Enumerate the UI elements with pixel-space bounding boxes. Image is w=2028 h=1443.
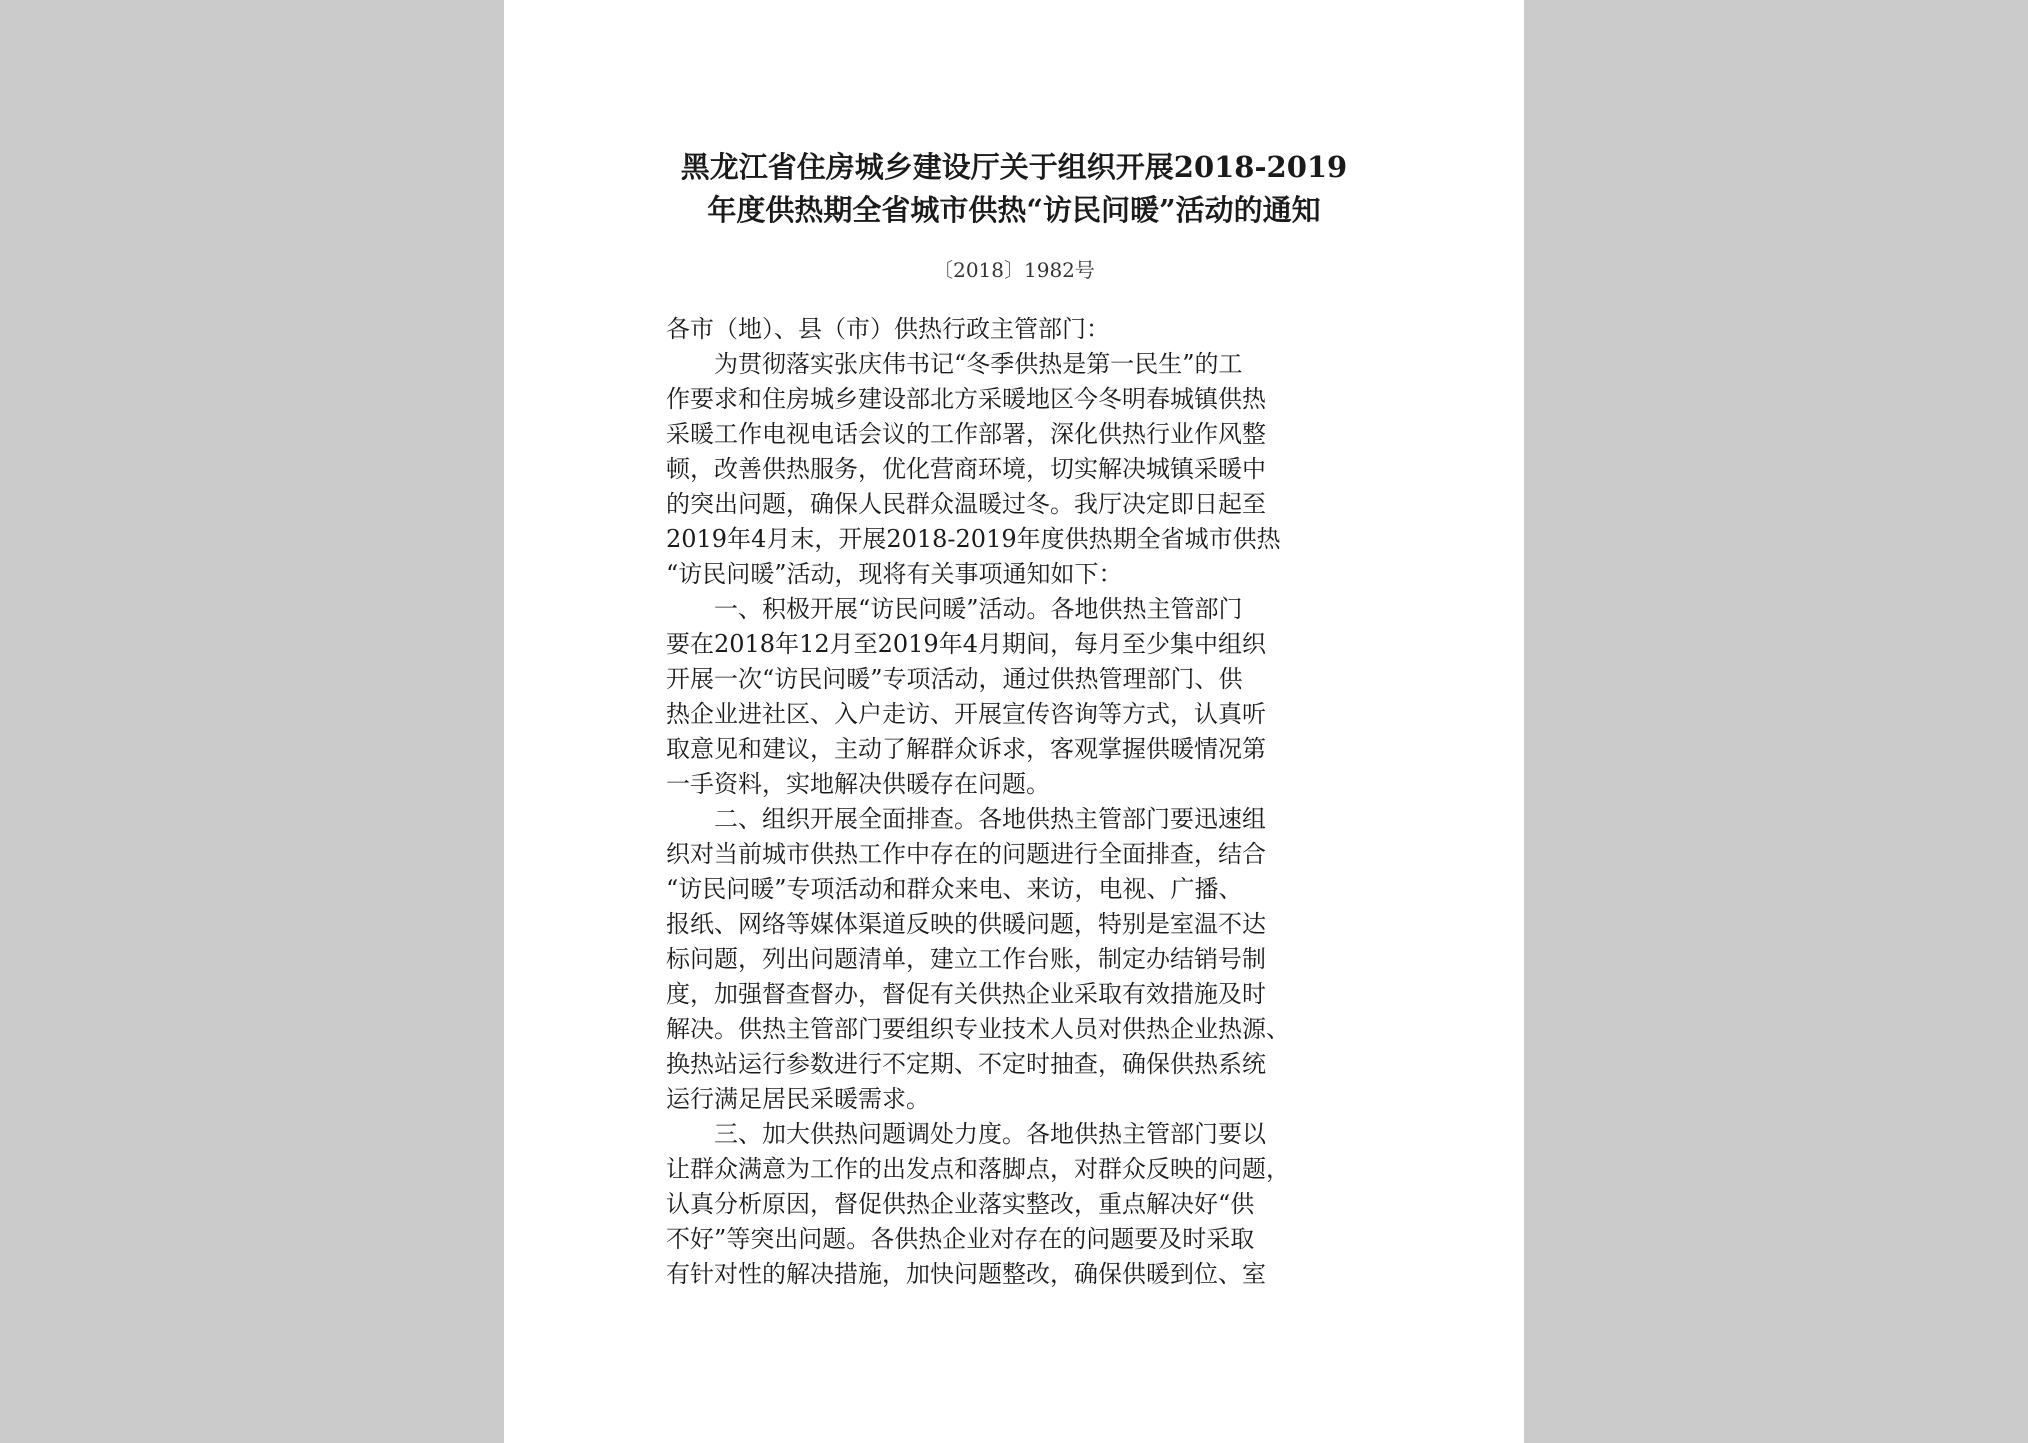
body-text-line: 取意见和建议，主动了解群众诉求，客观掌握供暖情况第	[666, 735, 1266, 763]
body-text-line: “访民问暖”专项活动和群众来电、来访，电视、广播、	[666, 875, 1243, 903]
body-text-line: 标问题，列出问题清单，建立工作台账，制定办结销号制	[666, 945, 1266, 973]
document-title	[654, 146, 1374, 232]
body-text-line: 报纸、网络等媒体渠道反映的供暖问题，特别是室温不达	[666, 910, 1266, 938]
document-number: 〔2018〕1982号	[933, 258, 1095, 282]
body-text-line: 一、积极开展“访民问暖”活动。各地供热主管部门	[714, 595, 1243, 623]
body-text-line: 三、加大供热问题调处力度。各地供热主管部门要以	[714, 1120, 1266, 1148]
document-body	[666, 312, 1386, 1292]
document-page	[504, 0, 1524, 1443]
body-text-line: 换热站运行参数进行不定期、不定时抽查，确保供热系统	[666, 1050, 1266, 1078]
body-text-line: 有针对性的解决措施，加快问题整改，确保供暖到位、室	[666, 1260, 1266, 1288]
body-text-line: “访民问暖”活动，现将有关事项通知如下：	[666, 560, 1123, 588]
body-text-line: 开展一次“访民问暖”专项活动，通过供热管理部门、供	[666, 665, 1243, 693]
body-text-line: 的突出问题，确保人民群众温暖过冬。我厅决定即日起至	[666, 490, 1266, 518]
body-text-line: 度，加强督查督办，督促有关供热企业采取有效措施及时	[666, 980, 1266, 1008]
body-text-line: 认真分析原因，督促供热企业落实整改，重点解决好“供	[666, 1190, 1255, 1218]
title-line-1: 黑龙江省住房城乡建设厅关于组织开展2018-2019	[680, 150, 1348, 184]
body-text-line: 让群众满意为工作的出发点和落脚点，对群众反映的问题，	[666, 1155, 1290, 1183]
body-text-line: 为贯彻落实张庆伟书记“冬季供热是第一民生”的工	[714, 350, 1243, 378]
body-text-line: 二、组织开展全面排查。各地供热主管部门要迅速组	[714, 805, 1266, 833]
body-text-line: 一手资料，实地解决供暖存在问题。	[666, 770, 1050, 798]
body-text-line: 作要求和住房城乡建设部北方采暖地区今冬明春城镇供热	[666, 385, 1266, 413]
body-text-line: 织对当前城市供热工作中存在的问题进行全面排查，结合	[666, 840, 1266, 868]
body-text-line: 要在2018年12月至2019年4月期间，每月至少集中组织	[666, 630, 1266, 658]
title-line-2: 年度供热期全省城市供热“访民问暖”活动的通知	[707, 193, 1321, 227]
body-text-line: 各市（地）、县（市）供热行政主管部门：	[666, 315, 1110, 343]
body-text-line: 采暖工作电视电话会议的工作部署，深化供热行业作风整	[666, 420, 1266, 448]
body-text-line: 运行满足居民采暖需求。	[666, 1085, 930, 1113]
body-text-line: 2019年4月末，开展2018-2019年度供热期全省城市供热	[666, 525, 1281, 553]
body-text-line: 热企业进社区、入户走访、开展宣传咨询等方式，认真听	[666, 700, 1266, 728]
body-text-line: 解决。供热主管部门要组织专业技术人员对供热企业热源、	[666, 1015, 1290, 1043]
body-text-line: 不好”等突出问题。各供热企业对存在的问题要及时采取	[666, 1225, 1255, 1253]
body-text-line: 顿，改善供热服务，优化营商环境，切实解决城镇采暖中	[666, 455, 1266, 483]
